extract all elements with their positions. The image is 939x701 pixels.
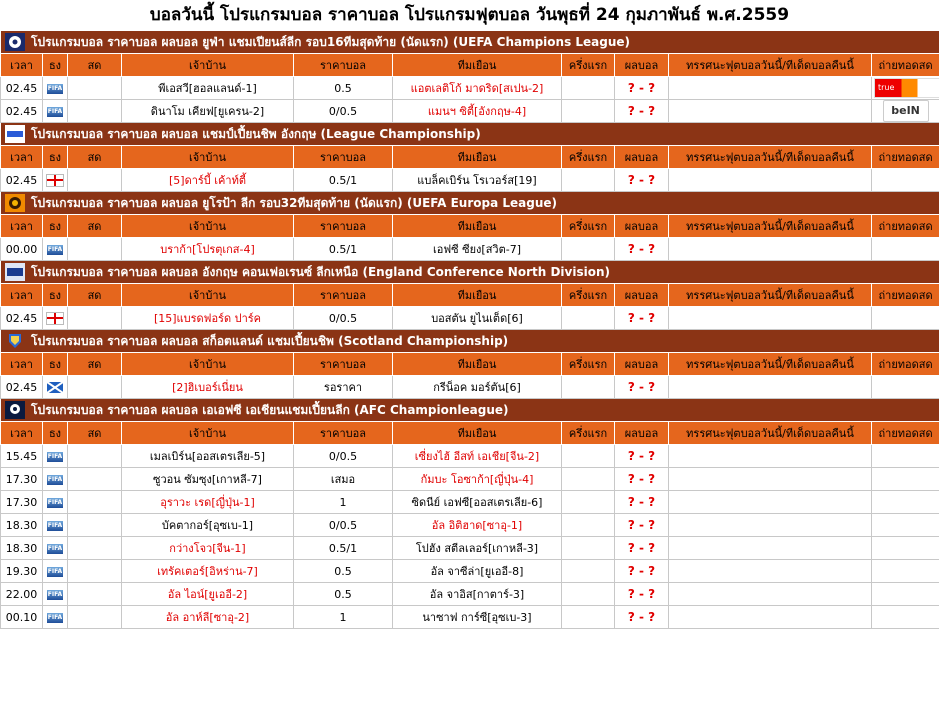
league-title[interactable]: โปรแกรมบอล ราคาบอล ผลบอล แชมป์เปี้ยนชิพ อังกฤษ (League Championship)	[31, 126, 481, 141]
col-header-live: สด	[68, 284, 122, 307]
col-header-live: สด	[68, 215, 122, 238]
col-header-result: ผลบอล	[615, 146, 669, 169]
fifa-flag-icon: FIFA	[47, 245, 63, 253]
match-home-team[interactable]: กว่างโจว[จีน-1]	[122, 537, 294, 560]
fifa-flag-icon: FIFA	[47, 475, 63, 483]
league-title[interactable]: โปรแกรมบอล ราคาบอล ผลบอล ยูโรป้า ลีก รอบ32ทีมสุดท้าย (นัดแรก) (UEFA Europa League)	[31, 195, 557, 210]
league-title[interactable]: โปรแกรมบอล ราคาบอล ผลบอล ยูฟ่า แชมเปียนส์ลีก รอบ16ทีมสุดท้าย (นัดแรก) (UEFA Champions League)	[31, 34, 631, 49]
col-header-time: เวลา	[1, 54, 43, 77]
match-time: 15.45	[1, 445, 43, 468]
match-away-team[interactable]: อัล จาอิส[กาตาร์-3]	[393, 583, 562, 606]
europa-league-logo-icon	[5, 194, 25, 212]
match-tips[interactable]	[669, 100, 872, 123]
match-flag	[43, 100, 68, 123]
match-tips[interactable]	[669, 560, 872, 583]
match-row	[1, 445, 939, 468]
match-odds: เสมอ	[294, 468, 393, 491]
col-header-flag: ธง	[43, 284, 68, 307]
match-live	[68, 376, 122, 399]
match-flag	[43, 468, 68, 491]
match-home-team[interactable]: บราก้า[โปรตุเกส-4]	[122, 238, 294, 261]
league-header-row	[1, 192, 939, 215]
match-home-team[interactable]: พีเอสวี[ฮอลแลนด์-1]	[122, 77, 294, 100]
match-score: ? - ?	[615, 77, 669, 100]
champions-league-logo-icon	[5, 33, 25, 51]
match-score: ? - ?	[615, 560, 669, 583]
match-score: ? - ?	[615, 468, 669, 491]
match-score: ? - ?	[615, 514, 669, 537]
col-header-tv: ถ่ายทอดสด	[872, 284, 939, 307]
match-time: 02.45	[1, 100, 43, 123]
match-away-team[interactable]: เอฟซี ซียง[สวิต-7]	[393, 238, 562, 261]
match-tips[interactable]	[669, 77, 872, 100]
match-live	[68, 537, 122, 560]
match-odds: 0.5	[294, 77, 393, 100]
league-title-cell	[1, 123, 939, 146]
match-row	[1, 307, 939, 330]
match-live	[68, 100, 122, 123]
match-live	[68, 238, 122, 261]
match-score: ? - ?	[615, 100, 669, 123]
league-title-cell	[1, 31, 939, 54]
col-header-tips: ทรรศนะฟุตบอลวันนี้/ทีเด็ดบอลคืนนี้	[669, 353, 872, 376]
match-away-team[interactable]: นาซาฟ การ์ซี[อุซเบ-3]	[393, 606, 562, 629]
match-away-team[interactable]: อัล อิติฮาด[ซาอุ-1]	[393, 514, 562, 537]
match-home-team[interactable]: เทรัคเตอร์[อิหร่าน-7]	[122, 560, 294, 583]
match-away-team[interactable]: อัล จาซีล่า[ยูเออี-8]	[393, 560, 562, 583]
match-tv	[872, 307, 939, 330]
fifa-flag-icon: FIFA	[47, 107, 63, 115]
col-header-away: ทีมเยือน	[393, 422, 562, 445]
col-header-time: เวลา	[1, 284, 43, 307]
match-odds: 0.5/1	[294, 169, 393, 192]
match-tv	[872, 606, 939, 629]
match-time: 02.45	[1, 307, 43, 330]
col-header-time: เวลา	[1, 215, 43, 238]
match-half	[562, 77, 615, 100]
match-tv	[872, 169, 939, 192]
scotland-championship-logo-icon	[5, 332, 25, 350]
bein-sport-logo-icon[interactable]: beIN	[883, 100, 929, 122]
col-header-away: ทีมเยือน	[393, 284, 562, 307]
match-tips[interactable]	[669, 514, 872, 537]
match-flag	[43, 606, 68, 629]
league-title-cell	[1, 330, 939, 353]
col-header-tv: ถ่ายทอดสด	[872, 353, 939, 376]
match-tips[interactable]	[669, 491, 872, 514]
col-header-live: สด	[68, 353, 122, 376]
match-tv	[872, 376, 939, 399]
fifa-flag-icon: FIFA	[47, 613, 63, 621]
match-tv	[872, 560, 939, 583]
match-score: ? - ?	[615, 606, 669, 629]
col-header-tv: ถ่ายทอดสด	[872, 215, 939, 238]
match-tips[interactable]	[669, 307, 872, 330]
match-odds: 0.5/1	[294, 537, 393, 560]
match-live	[68, 583, 122, 606]
fifa-flag-icon: FIFA	[47, 544, 63, 552]
column-header-row	[1, 215, 939, 238]
match-time: 00.00	[1, 238, 43, 261]
match-flag	[43, 491, 68, 514]
match-score: ? - ?	[615, 583, 669, 606]
col-header-time: เวลา	[1, 422, 43, 445]
match-row	[1, 77, 939, 100]
match-flag	[43, 445, 68, 468]
match-tips[interactable]	[669, 238, 872, 261]
col-header-flag: ธง	[43, 54, 68, 77]
match-half	[562, 560, 615, 583]
match-half	[562, 514, 615, 537]
col-header-away: ทีมเยือน	[393, 54, 562, 77]
match-odds: 1	[294, 491, 393, 514]
championship-logo-icon	[5, 125, 25, 143]
col-header-tips: ทรรศนะฟุตบอลวันนี้/ทีเด็ดบอลคืนนี้	[669, 215, 872, 238]
col-header-odds: ราคาบอล	[294, 215, 393, 238]
match-away-team[interactable]: กรีน็อค มอร์ตัน[6]	[393, 376, 562, 399]
match-row	[1, 100, 939, 123]
match-row	[1, 537, 939, 560]
match-away-team[interactable]: กัมบะ โอซาก้า[ญี่ปุ่น-4]	[393, 468, 562, 491]
col-header-result: ผลบอล	[615, 54, 669, 77]
col-header-half: ครึ่งแรก	[562, 284, 615, 307]
match-flag	[43, 560, 68, 583]
match-row	[1, 376, 939, 399]
match-tv	[872, 77, 939, 100]
match-half	[562, 376, 615, 399]
col-header-time: เวลา	[1, 353, 43, 376]
col-header-half: ครึ่งแรก	[562, 215, 615, 238]
col-header-tips: ทรรศนะฟุตบอลวันนี้/ทีเด็ดบอลคืนนี้	[669, 422, 872, 445]
match-tv	[872, 100, 939, 123]
col-header-half: ครึ่งแรก	[562, 146, 615, 169]
match-away-team[interactable]: เซี่ยงไฮ้ อีสท์ เอเชีย[จีน-2]	[393, 445, 562, 468]
col-header-odds: ราคาบอล	[294, 422, 393, 445]
match-score: ? - ?	[615, 169, 669, 192]
match-tv	[872, 445, 939, 468]
match-tips[interactable]	[669, 169, 872, 192]
league-header-row	[1, 123, 939, 146]
league-header-row	[1, 31, 939, 54]
match-score: ? - ?	[615, 307, 669, 330]
match-half	[562, 606, 615, 629]
match-odds: รอราคา	[294, 376, 393, 399]
match-live	[68, 169, 122, 192]
match-time: 17.30	[1, 491, 43, 514]
match-live	[68, 468, 122, 491]
match-flag	[43, 77, 68, 100]
match-home-team[interactable]: [5]ดาร์บี้ เค้าท์ตี้	[122, 169, 294, 192]
afc-champions-league-logo-icon	[5, 401, 25, 419]
match-half	[562, 169, 615, 192]
page-title: บอลวันนี้ โปรแกรมบอล ราคาบอล โปรแกรมฟุตบอล วันพุธที่ 24 กุมภาพันธ์ พ.ศ.2559	[149, 5, 790, 25]
match-score: ? - ?	[615, 491, 669, 514]
match-half	[562, 537, 615, 560]
league-title[interactable]: โปรแกรมบอล ราคาบอล ผลบอล อังกฤษ คอนเฟอเรนซ์ ลีกเหนือ (England Conference North Division)	[31, 264, 610, 279]
col-header-tips: ทรรศนะฟุตบอลวันนี้/ทีเด็ดบอลคืนนี้	[669, 54, 872, 77]
fifa-flag-icon: FIFA	[47, 452, 63, 460]
match-tv	[872, 583, 939, 606]
match-flag	[43, 238, 68, 261]
match-half	[562, 100, 615, 123]
match-live	[68, 491, 122, 514]
match-away-team[interactable]: โปฮัง สตีลเลอร์[เกาหลี-3]	[393, 537, 562, 560]
match-away-team[interactable]: แอตเลติโก้ มาดริด[สเปน-2]	[393, 77, 562, 100]
col-header-result: ผลบอล	[615, 422, 669, 445]
fifa-flag-icon: FIFA	[47, 567, 63, 575]
league-header-row	[1, 399, 939, 422]
match-home-team[interactable]: บัคตากอร์[อุซเบ-1]	[122, 514, 294, 537]
match-flag	[43, 376, 68, 399]
column-header-row	[1, 146, 939, 169]
match-odds: 0.5	[294, 583, 393, 606]
col-header-flag: ธง	[43, 353, 68, 376]
match-row	[1, 606, 939, 629]
conference-north-logo-icon	[5, 263, 25, 281]
england-flag-icon	[46, 174, 64, 187]
match-live	[68, 606, 122, 629]
match-away-team[interactable]: แมนฯ ซิตี้[อังกฤษ-4]	[393, 100, 562, 123]
match-row	[1, 560, 939, 583]
league-title[interactable]: โปรแกรมบอล ราคาบอล ผลบอล สก็อตแลนด์ แชมเปี้ยนชิพ (Scotland Championship)	[31, 333, 509, 348]
column-header-row	[1, 284, 939, 307]
col-header-half: ครึ่งแรก	[562, 353, 615, 376]
match-live	[68, 445, 122, 468]
fixtures-table	[0, 30, 939, 629]
match-odds: 0.5/1	[294, 238, 393, 261]
match-time: 19.30	[1, 560, 43, 583]
col-header-odds: ราคาบอล	[294, 353, 393, 376]
col-header-tips: ทรรศนะฟุตบอลวันนี้/ทีเด็ดบอลคืนนี้	[669, 146, 872, 169]
league-title[interactable]: โปรแกรมบอล ราคาบอล ผลบอล เอเอฟซี เอเชียนแชมเปี้ยนลีก (AFC Championleague)	[31, 402, 509, 417]
match-flag	[43, 169, 68, 192]
league-header-row	[1, 261, 939, 284]
match-time: 17.30	[1, 468, 43, 491]
col-header-tv: ถ่ายทอดสด	[872, 54, 939, 77]
match-flag	[43, 537, 68, 560]
match-tips[interactable]	[669, 468, 872, 491]
col-header-odds: ราคาบอล	[294, 284, 393, 307]
col-header-result: ผลบอล	[615, 215, 669, 238]
league-title-cell	[1, 192, 939, 215]
match-odds: 0/0.5	[294, 307, 393, 330]
fixtures-body	[1, 31, 939, 629]
col-header-flag: ธง	[43, 422, 68, 445]
match-tv	[872, 491, 939, 514]
match-row	[1, 169, 939, 192]
match-home-team[interactable]: ดินาโม เคียฟ[ยูเครน-2]	[122, 100, 294, 123]
col-header-live: สด	[68, 54, 122, 77]
col-header-time: เวลา	[1, 146, 43, 169]
col-header-home: เจ้าบ้าน	[122, 422, 294, 445]
match-half	[562, 307, 615, 330]
match-live	[68, 77, 122, 100]
col-header-tv: ถ่ายทอดสด	[872, 146, 939, 169]
match-time: 02.45	[1, 376, 43, 399]
match-home-team[interactable]: [2]ฮิเบอร์เนี่ยน	[122, 376, 294, 399]
match-tv	[872, 238, 939, 261]
match-odds: 0/0.5	[294, 100, 393, 123]
match-home-team[interactable]: อุราวะ เรด[ญี่ปุ่น-1]	[122, 491, 294, 514]
col-header-home: เจ้าบ้าน	[122, 284, 294, 307]
match-away-team[interactable]: แบล็คเบิร์น โรเวอร์ส[19]	[393, 169, 562, 192]
match-half	[562, 238, 615, 261]
match-home-team[interactable]: อัล ไอน์[ยูเออี-2]	[122, 583, 294, 606]
col-header-away: ทีมเยือน	[393, 353, 562, 376]
match-tips[interactable]	[669, 606, 872, 629]
col-header-home: เจ้าบ้าน	[122, 146, 294, 169]
col-header-odds: ราคาบอล	[294, 54, 393, 77]
match-home-team[interactable]: [15]แบรดฟอร์ด ปาร์ค	[122, 307, 294, 330]
match-half	[562, 491, 615, 514]
match-half	[562, 445, 615, 468]
col-header-live: สด	[68, 422, 122, 445]
match-score: ? - ?	[615, 238, 669, 261]
match-tips[interactable]	[669, 537, 872, 560]
column-header-row	[1, 54, 939, 77]
match-half	[562, 468, 615, 491]
fifa-flag-icon: FIFA	[47, 84, 63, 92]
col-header-tv: ถ่ายทอดสด	[872, 422, 939, 445]
match-live	[68, 307, 122, 330]
match-home-team[interactable]: อัล อาห์ลี[ซาอุ-2]	[122, 606, 294, 629]
col-header-flag: ธง	[43, 146, 68, 169]
match-time: 00.10	[1, 606, 43, 629]
col-header-half: ครึ่งแรก	[562, 422, 615, 445]
league-title-cell	[1, 261, 939, 284]
col-header-home: เจ้าบ้าน	[122, 54, 294, 77]
match-row	[1, 583, 939, 606]
match-odds: 1	[294, 606, 393, 629]
match-live	[68, 560, 122, 583]
match-row	[1, 468, 939, 491]
col-header-odds: ราคาบอล	[294, 146, 393, 169]
match-tv	[872, 537, 939, 560]
league-title-cell	[1, 399, 939, 422]
england-flag-icon	[46, 312, 64, 325]
match-score: ? - ?	[615, 537, 669, 560]
match-odds: 0/0.5	[294, 445, 393, 468]
match-score: ? - ?	[615, 376, 669, 399]
col-header-result: ผลบอล	[615, 284, 669, 307]
col-header-result: ผลบอล	[615, 353, 669, 376]
match-away-team[interactable]: ซิดนีย์ เอฟซี[ออสเตรเลีย-6]	[393, 491, 562, 514]
match-flag	[43, 307, 68, 330]
column-header-row	[1, 353, 939, 376]
match-tv	[872, 468, 939, 491]
column-header-row	[1, 422, 939, 445]
match-home-team[interactable]: เมลเบิร์น[ออสเตรเลีย-5]	[122, 445, 294, 468]
match-tips[interactable]	[669, 376, 872, 399]
col-header-live: สด	[68, 146, 122, 169]
fifa-flag-icon: FIFA	[47, 521, 63, 529]
match-score: ? - ?	[615, 445, 669, 468]
fifa-flag-icon: FIFA	[47, 590, 63, 598]
match-flag	[43, 583, 68, 606]
scotland-flag-icon	[47, 382, 63, 393]
col-header-half: ครึ่งแรก	[562, 54, 615, 77]
match-time: 18.30	[1, 514, 43, 537]
col-header-flag: ธง	[43, 215, 68, 238]
match-odds: 0.5	[294, 560, 393, 583]
match-tv	[872, 514, 939, 537]
match-time: 02.45	[1, 77, 43, 100]
col-header-away: ทีมเยือน	[393, 215, 562, 238]
match-row	[1, 491, 939, 514]
true-sport-hd-logo-icon[interactable]: true	[874, 78, 939, 98]
match-time: 18.30	[1, 537, 43, 560]
col-header-home: เจ้าบ้าน	[122, 353, 294, 376]
col-header-away: ทีมเยือน	[393, 146, 562, 169]
match-tips[interactable]	[669, 445, 872, 468]
match-row	[1, 514, 939, 537]
league-header-row	[1, 330, 939, 353]
fifa-flag-icon: FIFA	[47, 498, 63, 506]
match-away-team[interactable]: บอสตัน ยูไนเต็ด[6]	[393, 307, 562, 330]
match-flag	[43, 514, 68, 537]
match-time: 22.00	[1, 583, 43, 606]
match-row	[1, 238, 939, 261]
match-live	[68, 514, 122, 537]
match-odds: 0/0.5	[294, 514, 393, 537]
col-header-home: เจ้าบ้าน	[122, 215, 294, 238]
match-home-team[interactable]: ซูวอน ซัมซุง[เกาหลี-7]	[122, 468, 294, 491]
col-header-tips: ทรรศนะฟุตบอลวันนี้/ทีเด็ดบอลคืนนี้	[669, 284, 872, 307]
match-tips[interactable]	[669, 583, 872, 606]
match-half	[562, 583, 615, 606]
match-time: 02.45	[1, 169, 43, 192]
